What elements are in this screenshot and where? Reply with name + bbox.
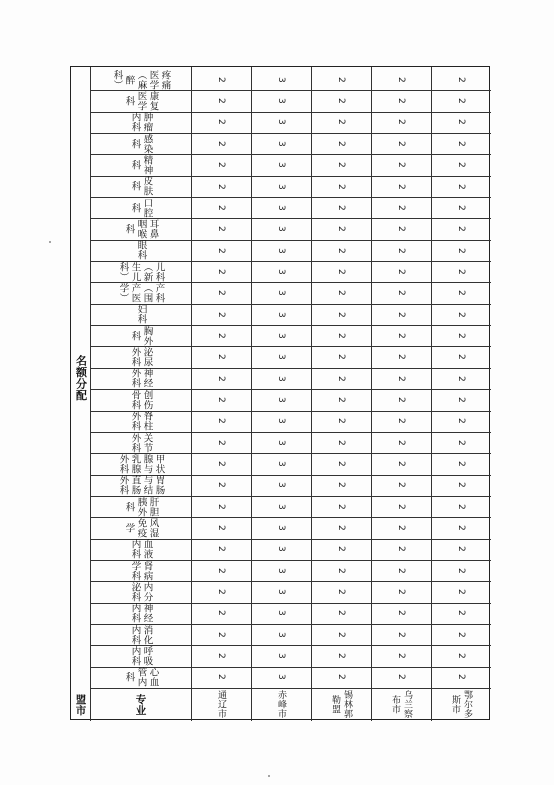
- quota-cell: 2: [396, 674, 406, 681]
- quota-cell: 2: [216, 418, 226, 425]
- quota-cell: 2: [456, 162, 466, 168]
- quota-cell: 2: [396, 589, 406, 595]
- quota-cell: 2: [216, 76, 226, 83]
- specialty-label: 儿科（新生儿科）: [117, 261, 165, 282]
- quota-cell: 2: [336, 268, 346, 275]
- specialty-label: 胸外科: [129, 325, 153, 346]
- quota-cell: 2: [336, 98, 346, 104]
- specialty-label: 呼吸内科: [129, 645, 153, 666]
- quota-cell: 2: [396, 610, 406, 617]
- quota-cell: 2: [216, 290, 226, 296]
- quota-cell: 2: [396, 631, 406, 638]
- quota-cell: 2: [456, 290, 466, 296]
- specialty-label: 口腔科: [129, 197, 153, 218]
- quota-cell: 2: [396, 525, 406, 531]
- specialty-label: 甲状腺与乳腺外科: [117, 453, 165, 474]
- quota-cell: 2: [336, 418, 346, 425]
- quota-cell: 2: [396, 183, 406, 190]
- quota-cell: 3: [276, 610, 286, 617]
- quota-cell: 2: [216, 396, 226, 403]
- quota-cell: 2: [216, 482, 226, 489]
- quota-cell: 2: [396, 653, 406, 659]
- quota-cell: 2: [396, 311, 406, 318]
- quota-cell: 2: [456, 567, 466, 574]
- quota-cell: 2: [456, 653, 466, 659]
- quota-cell: 2: [336, 290, 346, 296]
- quota-cell: 2: [396, 375, 406, 382]
- city-header: 通辽市: [216, 690, 226, 719]
- quota-cell: 2: [456, 546, 466, 553]
- quota-cell: 2: [456, 589, 466, 595]
- quota-cell: 2: [336, 247, 346, 254]
- quota-cell: 3: [276, 631, 286, 638]
- quota-cell: 3: [276, 268, 286, 275]
- quota-cell: 2: [396, 204, 406, 211]
- quota-cell: 2: [456, 98, 466, 104]
- allocation-table: [70, 66, 490, 720]
- quota-cell: 2: [456, 396, 466, 403]
- quota-cell: 3: [276, 226, 286, 232]
- quota-cell: 2: [216, 268, 226, 275]
- quota-cell: 3: [276, 418, 286, 425]
- scan-speck: [268, 775, 270, 777]
- quota-cell: 2: [396, 482, 406, 489]
- quota-cell: 2: [216, 610, 226, 617]
- scan-speck: [49, 241, 51, 243]
- quota-cell: 2: [396, 439, 406, 446]
- quota-cell: 2: [336, 354, 346, 360]
- quota-cell: 2: [216, 631, 226, 638]
- quota-cell: 2: [216, 653, 226, 659]
- specialty-label: 神经外科: [129, 368, 153, 389]
- quota-cell: 2: [456, 418, 466, 425]
- quota-cell: 2: [396, 418, 406, 425]
- specialty-label: 关节外科: [129, 432, 153, 453]
- specialty-label: 消化内科: [129, 624, 153, 645]
- quota-cell: 3: [276, 311, 286, 318]
- quota-cell: 2: [336, 482, 346, 489]
- quota-cell: 3: [276, 162, 286, 168]
- quota-cell: 2: [396, 268, 406, 275]
- quota-cell: 2: [216, 247, 226, 254]
- quota-cell: 2: [456, 183, 466, 190]
- quota-cell: 3: [276, 98, 286, 104]
- quota-cell: 2: [396, 162, 406, 168]
- quota-cell: 2: [456, 311, 466, 318]
- quota-cell: 2: [216, 140, 226, 147]
- quota-cell: 2: [336, 76, 346, 83]
- quota-cell: 2: [216, 354, 226, 360]
- quota-cell: 2: [456, 610, 466, 617]
- quota-cell: 2: [336, 226, 346, 232]
- specialty-label: 泌尿外科: [129, 347, 153, 368]
- specialty-label: 内分泌科: [129, 581, 153, 602]
- quota-cell: 2: [396, 140, 406, 147]
- specialty-label: 产科（围产医学）: [117, 283, 165, 304]
- quota-cell: 2: [396, 396, 406, 403]
- quota-cell: 2: [216, 546, 226, 553]
- quota-cell: 2: [336, 653, 346, 659]
- quota-cell: 2: [216, 98, 226, 104]
- quota-cell: 2: [456, 461, 466, 467]
- quota-cell: 2: [456, 247, 466, 254]
- quota-cell: 2: [336, 589, 346, 595]
- quota-cell: 2: [456, 268, 466, 275]
- quota-cell: 3: [276, 525, 286, 531]
- quota-cell: 2: [456, 631, 466, 638]
- quota-cell: 2: [216, 375, 226, 382]
- quota-cell: 2: [216, 589, 226, 595]
- quota-cell: 3: [276, 119, 286, 126]
- quota-cell: 2: [336, 546, 346, 553]
- specialty-label: 神经内科: [129, 603, 153, 624]
- quota-cell: 3: [276, 589, 286, 595]
- quota-cell: 3: [276, 332, 286, 339]
- quota-cell: 2: [336, 140, 346, 147]
- quota-cell: 2: [336, 311, 346, 318]
- quota-cell: 3: [276, 375, 286, 382]
- zhuanye-header: 专业: [134, 693, 147, 716]
- quota-cell: 2: [336, 332, 346, 339]
- quota-cell: 3: [276, 461, 286, 467]
- quota-cell: 2: [456, 204, 466, 211]
- city-header: 鄂尔多斯市: [450, 690, 472, 719]
- quota-cell: 2: [396, 119, 406, 126]
- quota-cell: 2: [216, 567, 226, 574]
- specialty-label: 肝胆胰外科: [123, 496, 159, 517]
- specialty-label: 肾病学科: [129, 560, 153, 581]
- city-header: 锡林郭勒盟: [330, 690, 352, 719]
- quota-cell: 3: [276, 482, 286, 489]
- specialty-label: 风湿免疫学: [123, 517, 159, 538]
- quota-cell: 2: [396, 247, 406, 254]
- quota-cell: 3: [276, 567, 286, 574]
- quota-cell: 2: [336, 674, 346, 681]
- quota-cell: 2: [396, 354, 406, 360]
- quota-cell: 2: [336, 162, 346, 168]
- quota-cell: 3: [276, 674, 286, 681]
- quota-cell: 2: [396, 76, 406, 83]
- quota-cell: 2: [456, 674, 466, 681]
- quota-cell: 2: [216, 674, 226, 681]
- specialty-label: 胃肠与结直肠外科: [117, 475, 165, 496]
- quota-cell: 2: [216, 461, 226, 467]
- quota-cell: 2: [456, 140, 466, 147]
- quota-cell: 2: [216, 311, 226, 318]
- quota-cell: 2: [396, 546, 406, 553]
- quota-cell: 2: [396, 290, 406, 296]
- specialty-label: 妇科: [135, 304, 147, 325]
- specialty-label: 皮肤科: [129, 176, 153, 197]
- quota-cell: 2: [396, 332, 406, 339]
- city-header: 乌兰察布市: [390, 690, 412, 719]
- quota-cell: 2: [336, 204, 346, 211]
- quota-cell: 2: [456, 503, 466, 510]
- city-header: 赤峰市: [276, 690, 286, 719]
- quota-cell: 2: [456, 332, 466, 339]
- quota-cell: 2: [216, 332, 226, 339]
- quota-cell: 3: [276, 183, 286, 190]
- allocation-title: 名额分配: [74, 354, 88, 401]
- quota-cell: 2: [456, 226, 466, 232]
- specialty-label: 心血管内科: [123, 667, 159, 688]
- quota-cell: 3: [276, 247, 286, 254]
- quota-cell: 2: [336, 461, 346, 467]
- quota-cell: 3: [276, 653, 286, 659]
- quota-cell: 2: [396, 98, 406, 104]
- specialty-label: 疼痛医学（麻醉科）: [111, 69, 171, 90]
- quota-cell: 3: [276, 204, 286, 211]
- specialty-label: 创伤骨科: [129, 389, 153, 410]
- quota-cell: 3: [276, 503, 286, 510]
- specialty-label: 血液内科: [129, 539, 153, 560]
- quota-cell: 3: [276, 439, 286, 446]
- quota-cell: 2: [336, 631, 346, 638]
- quota-cell: 2: [396, 503, 406, 510]
- quota-cell: 2: [396, 226, 406, 232]
- mengshi-header: 盟市: [74, 693, 87, 716]
- quota-cell: 3: [276, 76, 286, 83]
- specialty-label: 精神科: [129, 155, 153, 176]
- specialty-label: 眼科: [135, 240, 147, 261]
- quota-cell: 2: [336, 396, 346, 403]
- specialty-label: 脊柱外科: [129, 411, 153, 432]
- quota-cell: 2: [336, 567, 346, 574]
- quota-cell: 2: [216, 525, 226, 531]
- quota-cell: 2: [456, 482, 466, 489]
- specialty-label: 肿瘤内科: [129, 112, 153, 133]
- quota-cell: 2: [396, 567, 406, 574]
- quota-cell: 2: [456, 439, 466, 446]
- quota-cell: 2: [216, 503, 226, 510]
- quota-cell: 2: [456, 525, 466, 531]
- quota-cell: 2: [456, 354, 466, 360]
- quota-cell: 2: [336, 525, 346, 531]
- quota-cell: 3: [276, 140, 286, 147]
- quota-cell: 2: [336, 610, 346, 617]
- quota-cell: 2: [336, 375, 346, 382]
- quota-cell: 2: [216, 226, 226, 232]
- quota-cell: 3: [276, 290, 286, 296]
- quota-cell: 3: [276, 354, 286, 360]
- quota-cell: 2: [336, 119, 346, 126]
- specialty-label: 康复医学科: [123, 91, 159, 112]
- quota-cell: 2: [336, 503, 346, 510]
- quota-cell: 2: [456, 76, 466, 83]
- quota-cell: 2: [336, 439, 346, 446]
- quota-cell: 2: [456, 375, 466, 382]
- specialty-label: 感染科: [129, 133, 153, 154]
- quota-cell: 2: [216, 162, 226, 168]
- quota-cell: 2: [216, 119, 226, 126]
- quota-cell: 2: [336, 183, 346, 190]
- quota-cell: 2: [216, 439, 226, 446]
- quota-cell: 3: [276, 396, 286, 403]
- quota-cell: 3: [276, 546, 286, 553]
- quota-cell: 2: [396, 461, 406, 467]
- quota-cell: 2: [216, 183, 226, 190]
- specialty-label: 耳鼻咽喉科: [123, 219, 159, 240]
- quota-cell: 2: [456, 119, 466, 126]
- quota-cell: 2: [216, 204, 226, 211]
